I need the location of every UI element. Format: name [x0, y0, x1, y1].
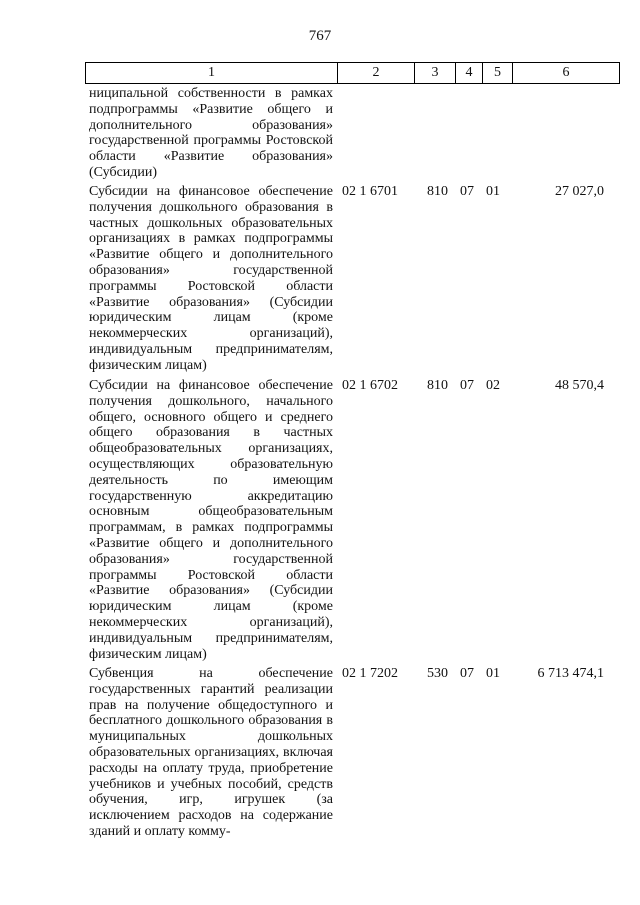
row-sum: 6 713 474,1	[537, 666, 604, 681]
row-description: Субсидии на финансовое обеспечение получения дошкольного образования в частных дошкольных образовательных организациях в рамках подпрограммы «Развитие общего и дополнительного образования» государственной программы Ростовской области «Развитие образования» (Субсидии юридическим лицам (кроме некоммерческих организаций), индивидуальным предпринимателям, физическим лицам)	[89, 184, 333, 373]
row-subsection: 01	[486, 184, 500, 199]
header-col-6: 6	[562, 65, 570, 80]
row-code: 02 1 6702	[342, 378, 398, 393]
row-code: 02 1 7202	[342, 666, 398, 681]
row-sum: 48 570,4	[555, 378, 604, 393]
row-subsection: 02	[486, 378, 500, 393]
row-section: 07	[460, 378, 474, 393]
row-description: Субсидии на финансовое обеспечение получения дошкольного, начального общего, основного общего и среднего общего образования в частных общеобразовательных организациях, осуществляющих образовательную деятельность по имеющим государственную аккредитацию основным общеобразовательным программам, в рамках подпрограммы «Развитие общего и дополнительного образования» государственной программы Ростовской области «Развитие образования» (Субсидии юридическим лицам (кроме некоммерческих организаций), индивидуальным предпринимателям, физическим лицам)	[89, 378, 333, 662]
row-subsection: 01	[486, 666, 500, 681]
row-description: Субвенция на обеспечение государственных гарантий реализации прав на получение общедоступного и бесплатного дошкольного образования в муниципальных дошкольных образовательных организациях, включая расходы на оплату труда, приобретение учебников и учебных пособий, средств обучения, игр, игрушек (за исключением расходов на содержание зданий и оплату комму-	[89, 666, 333, 839]
row-expense-type: 810	[427, 378, 448, 393]
header-col-1: 1	[86, 63, 338, 83]
row-sum: 27 027,0	[555, 184, 604, 199]
header-col-4: 4	[456, 63, 483, 83]
table-header	[85, 62, 620, 84]
row-code: 02 1 6701	[342, 184, 398, 199]
header-col-2: 2	[338, 63, 415, 83]
header-col-3: 3	[415, 63, 456, 83]
header-col-5: 5	[483, 63, 513, 83]
page-number: 767	[308, 28, 332, 44]
row-expense-type: 810	[427, 184, 448, 199]
row-description: ниципальной собственности в рамках подпрограммы «Развитие общего и дополнительного образования» государственной программы Ростовской области «Развитие образования» (Субсидии)	[89, 86, 333, 180]
row-section: 07	[460, 184, 474, 199]
row-expense-type: 530	[427, 666, 448, 681]
row-section: 07	[460, 666, 474, 681]
